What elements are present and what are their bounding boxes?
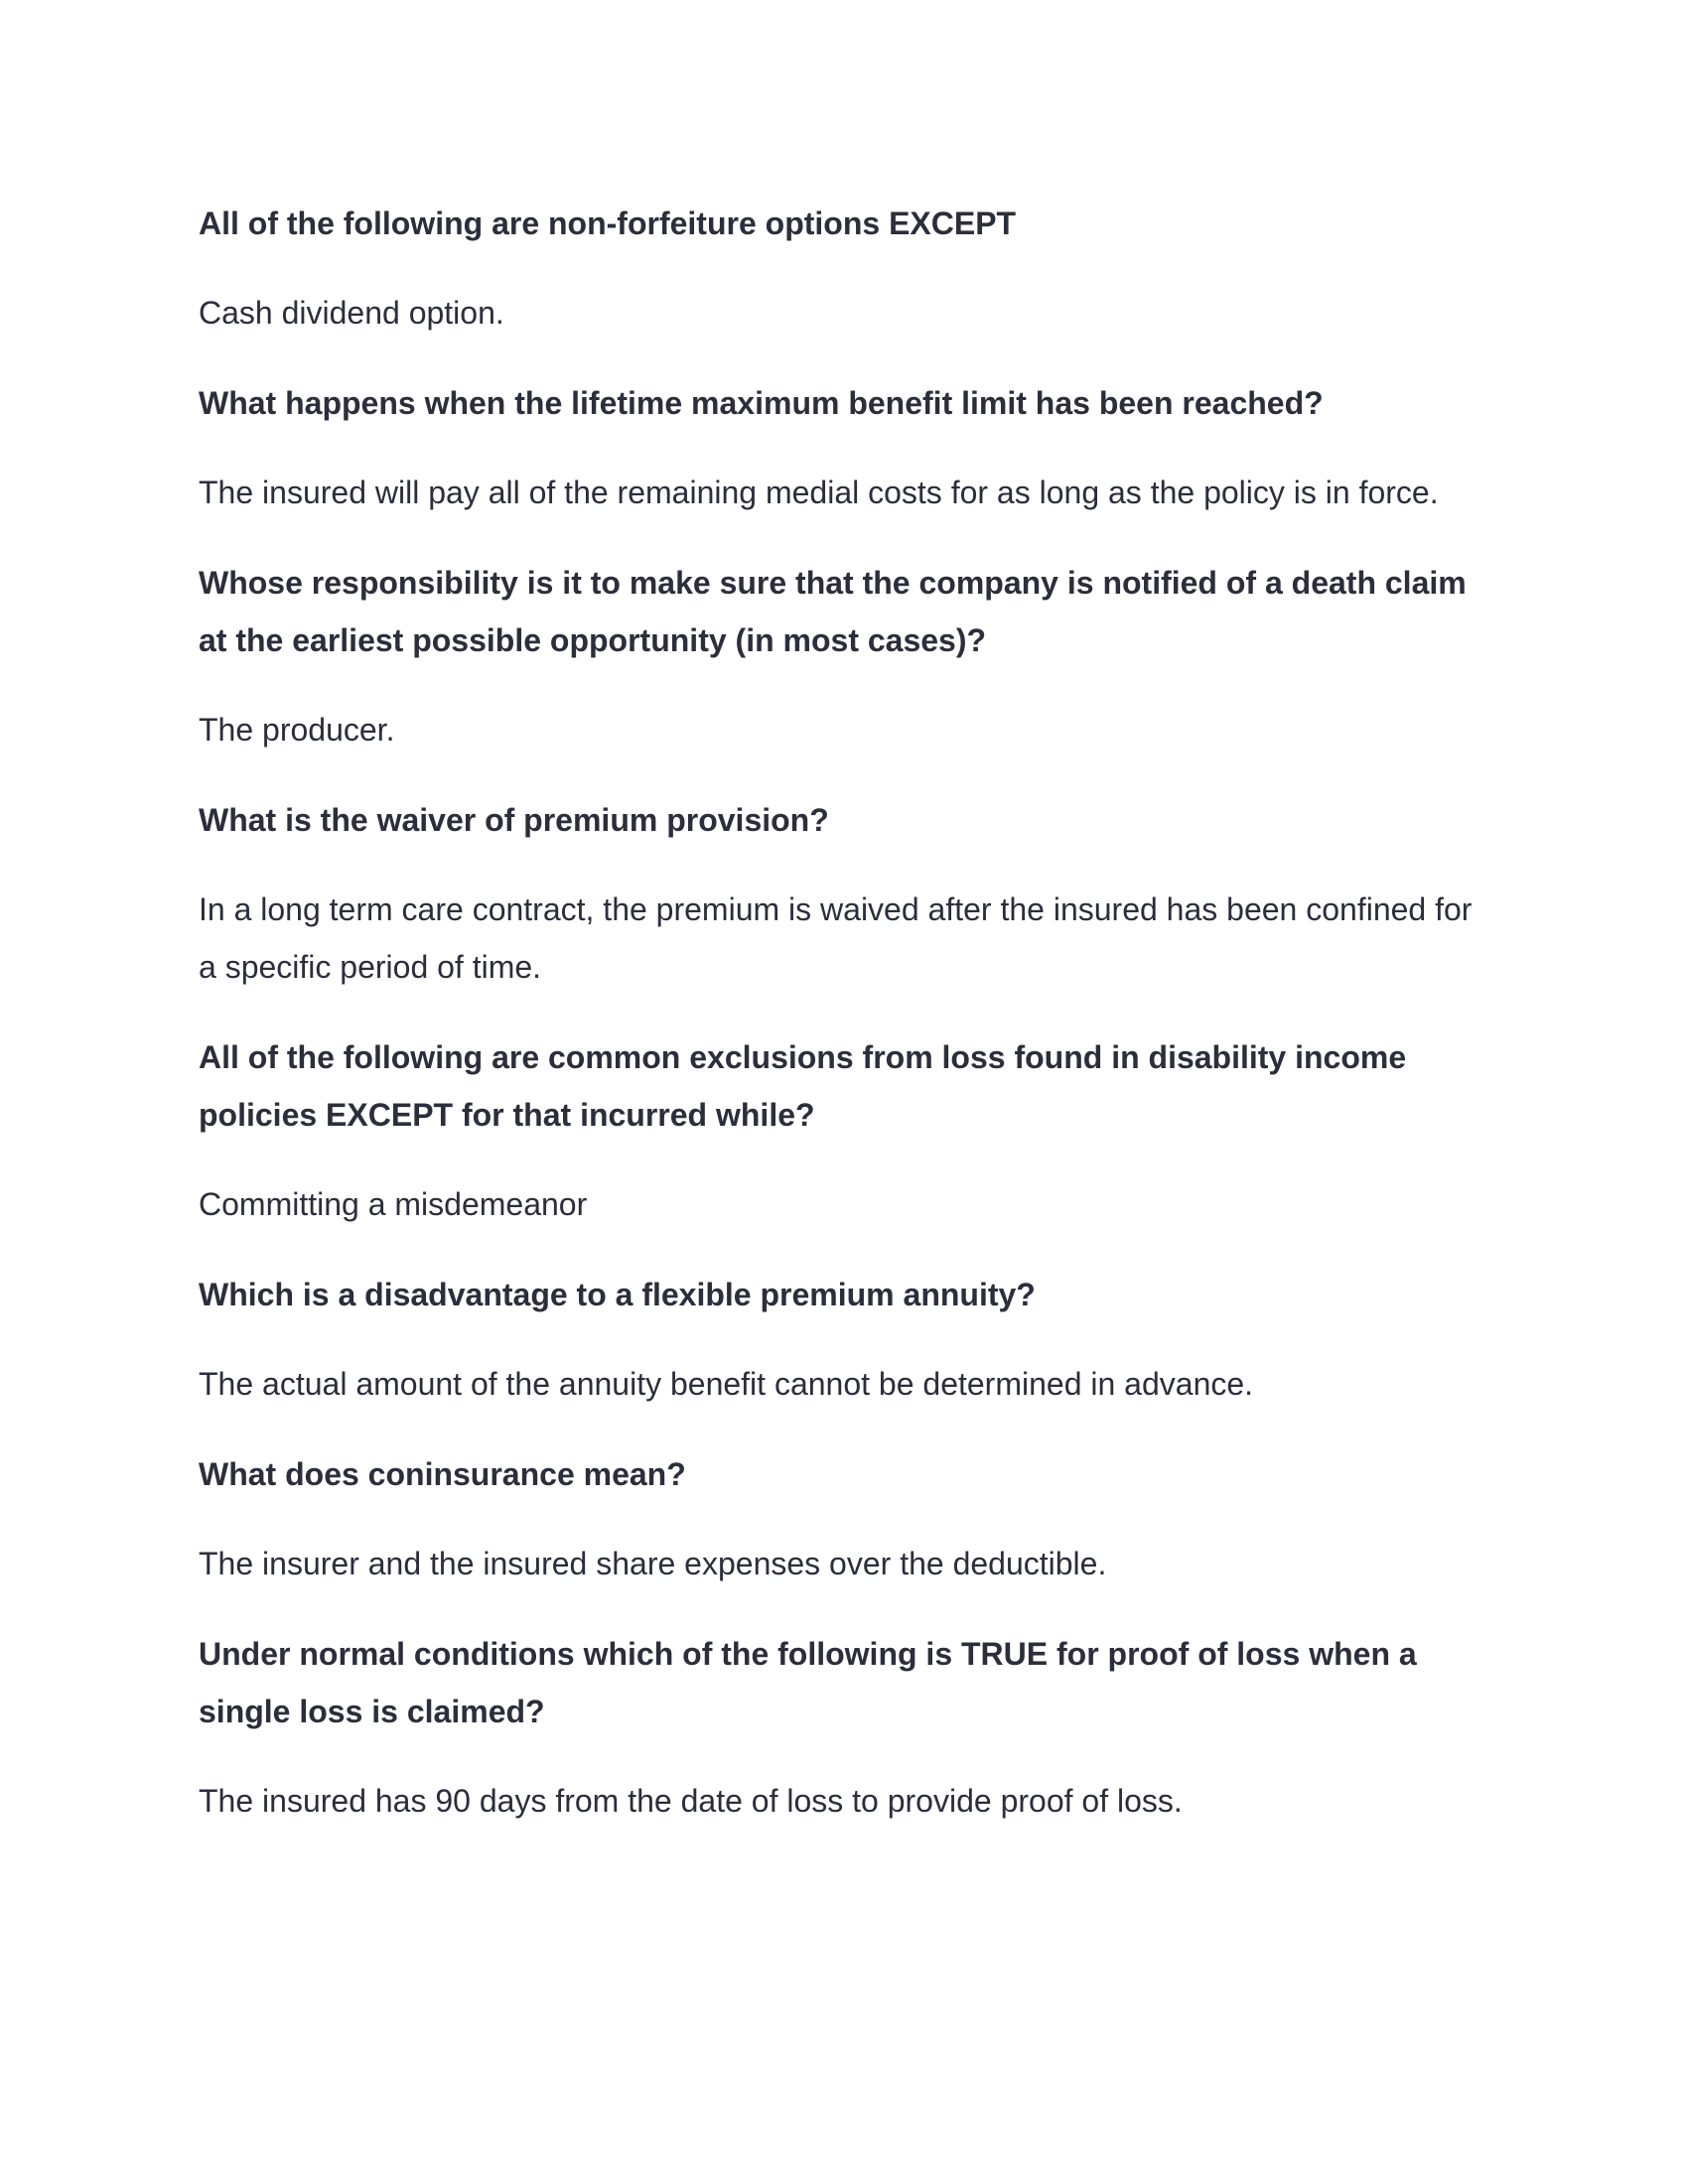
qa-item [199,554,1489,758]
question-text: What does coninsurance mean? [199,1456,686,1492]
answer-text: The insured has 90 days from the date of loss to provide proof of loss. [199,1783,1183,1819]
answer-text: Committing a misdemeanor [199,1186,588,1222]
question-text: What happens when the lifetime maximum benefit limit has been reached? [199,385,1324,421]
document-page [199,195,1489,1862]
answer-text: In a long term care contract, the premium is waived after the insured has been confined for a specific period of time. [199,891,1473,985]
answer-text: Cash dividend option. [199,295,504,331]
question-text: Which is a disadvantage to a flexible premium annuity? [199,1277,1036,1312]
question-text: All of the following are non-forfeiture options EXCEPT [199,205,1017,241]
answer-text: The insurer and the insured share expenses over the deductible. [199,1546,1107,1581]
answer-text: The insured will pay all of the remaining medial costs for as long as the policy is in force. [199,475,1439,510]
answer-text: The actual amount of the annuity benefit cannot be determined in advance. [199,1366,1254,1402]
answer-text: The producer. [199,712,395,748]
question-text: Under normal conditions which of the following is TRUE for proof of loss when a single loss is claimed? [199,1636,1417,1729]
question-text: All of the following are common exclusions from loss found in disability income policies EXCEPT for that incurred while? [199,1039,1407,1133]
question-text: Whose responsibility is it to make sure that the company is notified of a death claim at the earliest possible opportunity (in most cases)? [199,565,1467,658]
qa-item [199,1625,1489,1830]
qa-item [199,1266,1489,1413]
qa-item [199,1445,1489,1592]
qa-item [199,195,1489,341]
qa-item [199,1028,1489,1233]
question-text: What is the waiver of premium provision? [199,802,829,838]
qa-item [199,791,1489,996]
qa-item [199,374,1489,521]
